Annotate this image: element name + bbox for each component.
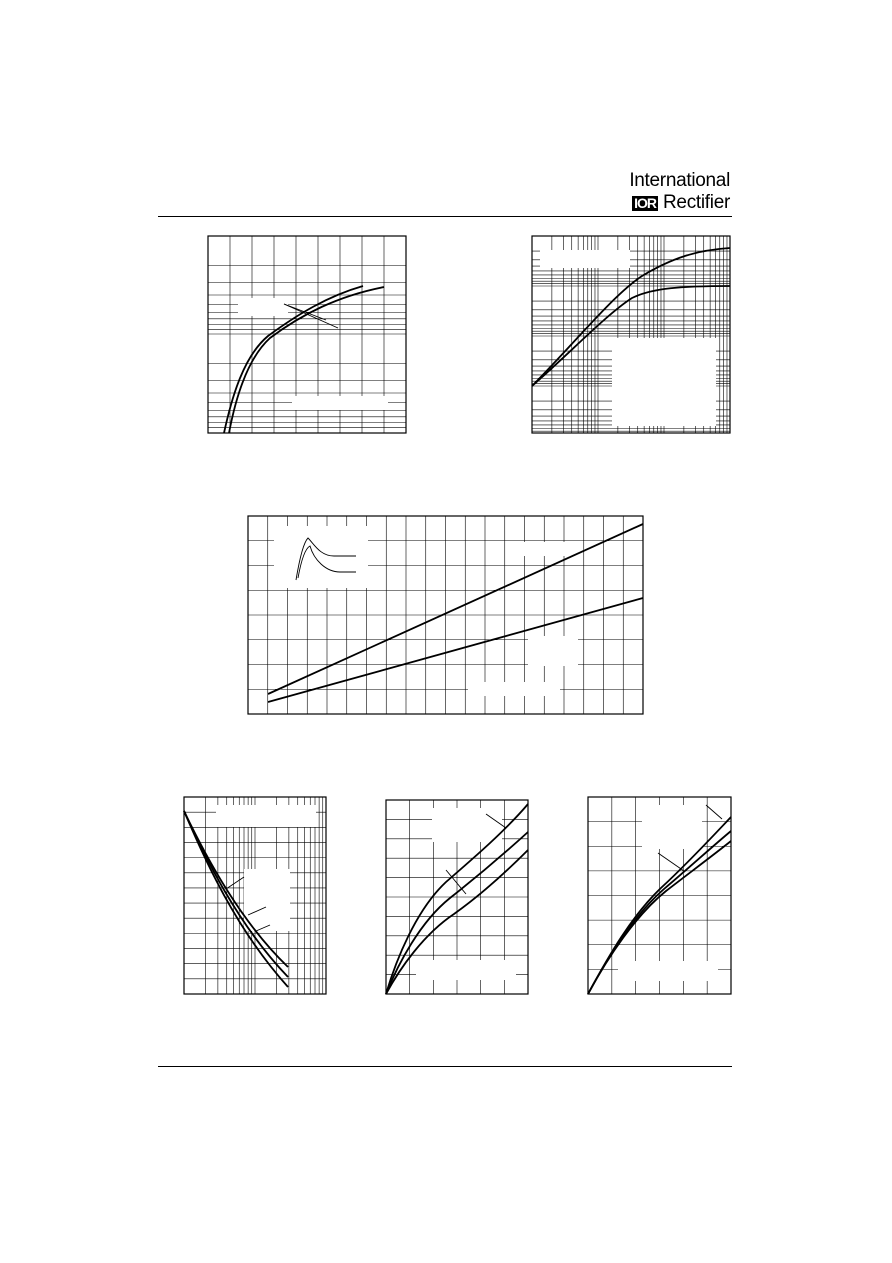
footer-rule (158, 1066, 732, 1067)
label-blank (540, 250, 630, 268)
figure-bottom-right (588, 797, 731, 994)
line-2 (268, 598, 643, 702)
figure-top-left (208, 236, 406, 433)
figure-bottom-center (386, 800, 528, 994)
label-blank (216, 805, 316, 827)
inset-box (274, 526, 368, 588)
callout-line (658, 853, 684, 871)
brand-name-line1: International (629, 170, 730, 191)
ior-logo-mark: IOR (634, 194, 657, 211)
label-blank (244, 869, 290, 931)
label-blank (416, 960, 516, 980)
figure-middle (248, 516, 643, 714)
label-blank (238, 298, 288, 316)
label-blank (468, 682, 560, 696)
label-blank (642, 805, 702, 849)
label-blank (518, 542, 578, 556)
figure-top-right (532, 236, 730, 433)
callout-line (226, 877, 244, 889)
label-blank (612, 338, 716, 426)
label-blank (528, 636, 578, 666)
figure-bottom-left (184, 797, 326, 994)
label-blank (292, 396, 388, 410)
brand-name-line2: Rectifier (663, 192, 730, 213)
brand-name-line2-row (629, 192, 730, 214)
callout-line (706, 805, 722, 819)
header-rule (158, 216, 732, 217)
label-blank (618, 961, 718, 981)
brand-logo (629, 170, 730, 214)
label-blank (432, 808, 502, 842)
